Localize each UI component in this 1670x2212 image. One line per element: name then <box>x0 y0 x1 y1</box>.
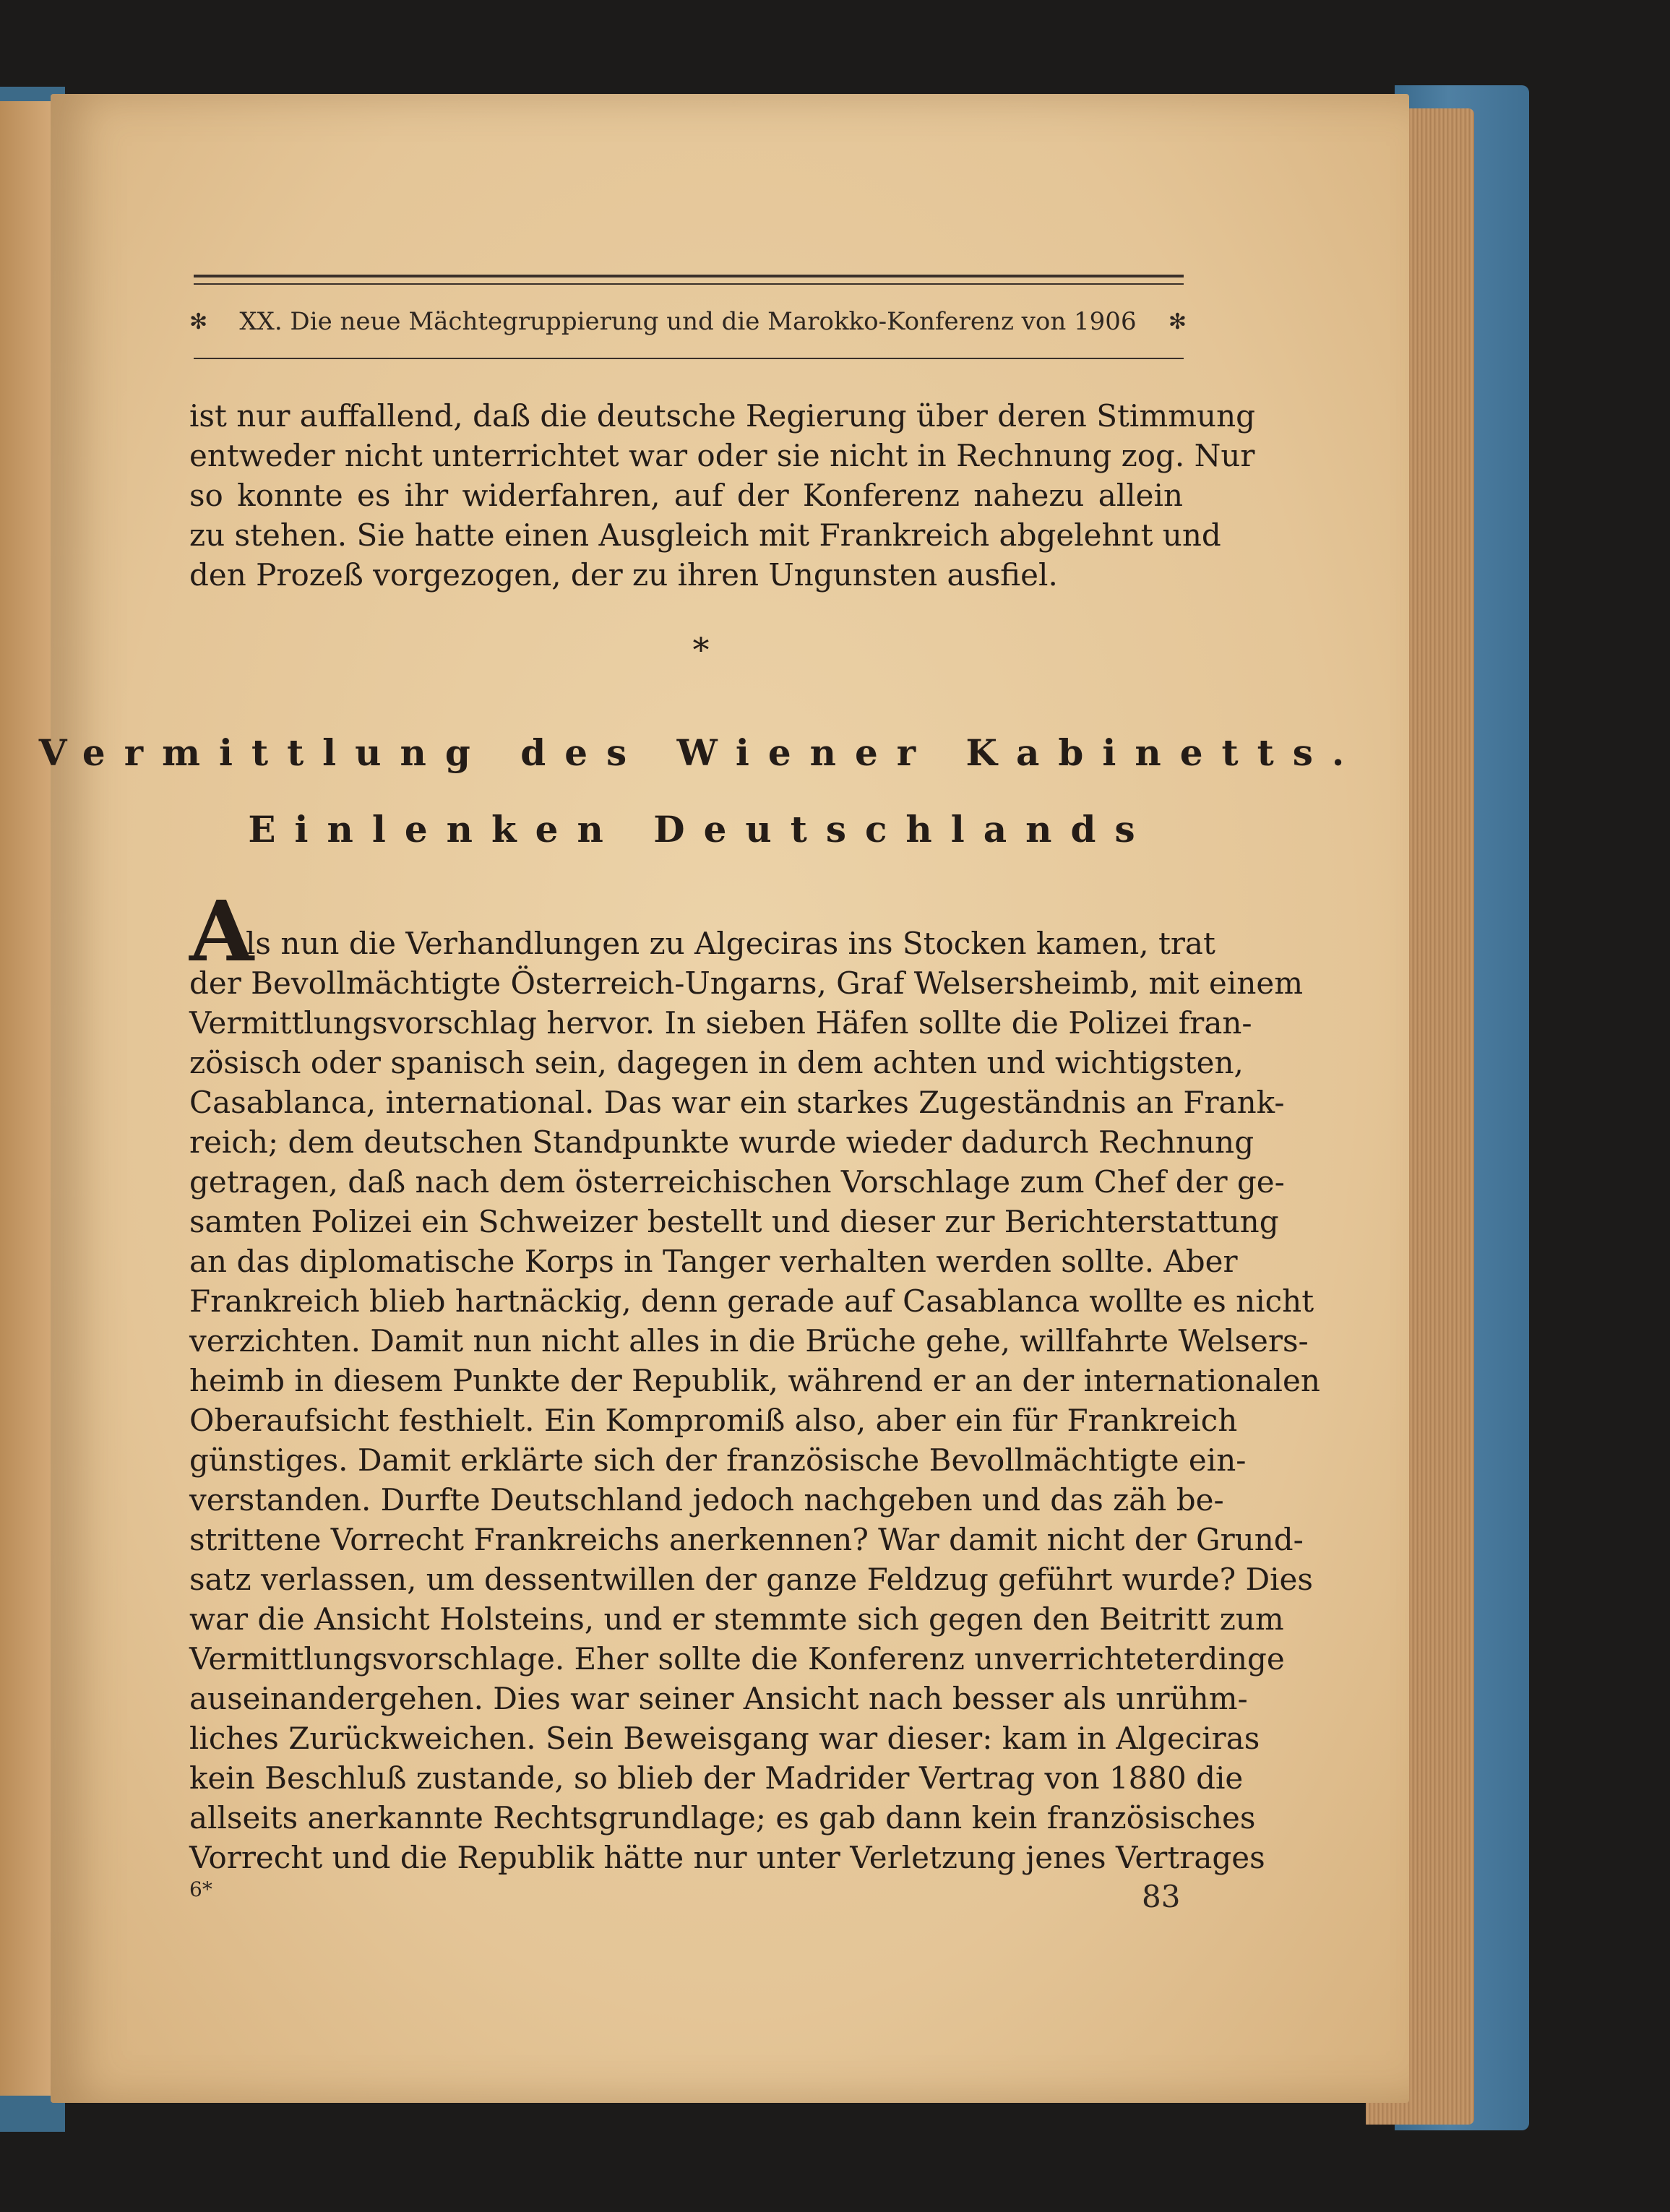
text-line: Frankreich blieb hartnäckig, denn gerade auf Casablanca wollte es nicht <box>189 1283 1314 1319</box>
text-line: reich; dem deutschen Standpunkte wurde wieder dadurch Rechnung <box>189 1124 1254 1160</box>
header-rule-top <box>194 275 1184 277</box>
drop-cap: A <box>189 883 254 981</box>
text-line: zu stehen. Sie hatte einen Ausgleich mit Frankreich abgelehnt und <box>189 517 1221 553</box>
text-line: satz verlassen, um dessentwillen der ganze Feldzug geführt wurde? Dies <box>189 1562 1313 1597</box>
text-line: so konnte es ihr widerfahren, auf der Konferenz nahezu allein <box>189 478 1183 513</box>
section-subtitle: Einlenken Deutschlands <box>248 808 1154 851</box>
text-line: günstiges. Damit erklärte sich der französische Bevollmächtigte ein- <box>189 1442 1247 1478</box>
text-line: Vermittlungsvorschlage. Eher sollte die Konferenz unverrichteterdinge <box>189 1641 1285 1677</box>
header-rule-top-thin <box>194 283 1184 285</box>
text-line: heimb in diesem Punkte der Republik, während er an der internationalen <box>189 1363 1320 1398</box>
page-number: 83 <box>1142 1879 1181 1914</box>
text-line: kein Beschluß zustande, so blieb der Madrider Vertrag von 1880 die <box>189 1760 1244 1796</box>
text-line: strittene Vorrecht Frankreichs anerkennen? War damit nicht der Grund- <box>189 1522 1304 1557</box>
text-line: war die Ansicht Holsteins, und er stemmte sich gegen den Beitritt zum <box>189 1601 1284 1637</box>
section-separator: * <box>692 630 710 669</box>
text-line: verzichten. Damit nun nicht alles in die Brüche gehe, willfahrte Welsers- <box>189 1323 1309 1359</box>
paragraph-1 <box>189 396 1256 595</box>
paragraph-2 <box>189 924 1320 1877</box>
running-header-text: XX. Die neue Mächtegruppierung und die Marokko-Konferenz von 1906 <box>239 307 1137 336</box>
text-line: allseits anerkannte Rechtsgrundlage; es gab dann kein französisches <box>189 1800 1256 1836</box>
text-line: ist nur auffallend, daß die deutsche Regierung über deren Stimmung <box>189 398 1256 434</box>
running-header <box>189 300 1187 343</box>
header-rule-bottom <box>194 358 1184 359</box>
text-line: ls nun die Verhandlungen zu Algeciras ins Stocken kamen, trat <box>246 926 1215 961</box>
ornament-left-icon: ✻ <box>189 309 208 335</box>
section-title: Vermittlung des Wiener Kabinetts. <box>38 731 1364 774</box>
text-line: zösisch oder spanisch sein, dagegen in dem achten und wichtigsten, <box>189 1045 1244 1080</box>
text-line: liches Zurückweichen. Sein Beweisgang war dieser: kam in Algeciras <box>189 1721 1260 1756</box>
text-line: der Bevollmächtigte Österreich-Ungarns, Graf Welsersheimb, mit einem <box>189 965 1304 1001</box>
text-line: auseinandergehen. Dies war seiner Ansicht nach besser als unrühm- <box>189 1681 1248 1716</box>
text-line: verstanden. Durfte Deutschland jedoch nachgeben und das zäh be- <box>189 1482 1224 1518</box>
text-line: getragen, daß nach dem österreichischen Vorschlage zum Chef der ge- <box>189 1164 1285 1200</box>
text-line: Vermittlungsvorschlag hervor. In sieben Häfen sollte die Polizei fran- <box>189 1005 1252 1041</box>
text-line: Oberaufsicht festhielt. Ein Kompromiß also, aber ein für Frankreich <box>189 1403 1238 1438</box>
ornament-right-icon: ✻ <box>1168 309 1187 335</box>
text-line: an das diplomatische Korps in Tanger verhalten werden sollte. Aber <box>189 1244 1238 1279</box>
signature-mark: 6* <box>189 1877 212 1901</box>
text-line: samten Polizei ein Schweizer bestellt und dieser zur Berichterstattung <box>189 1204 1279 1239</box>
text-line: Casablanca, international. Das war ein starkes Zugeständnis an Frank- <box>189 1085 1285 1120</box>
text-line: Vorrecht und die Republik hätte nur unter Verletzung jenes Vertrages <box>189 1840 1265 1875</box>
text-line: entweder nicht unterrichtet war oder sie nicht in Rechnung zog. Nur <box>189 438 1255 473</box>
text-line: den Prozeß vorgezogen, der zu ihren Ungunsten ausfiel. <box>189 557 1058 593</box>
